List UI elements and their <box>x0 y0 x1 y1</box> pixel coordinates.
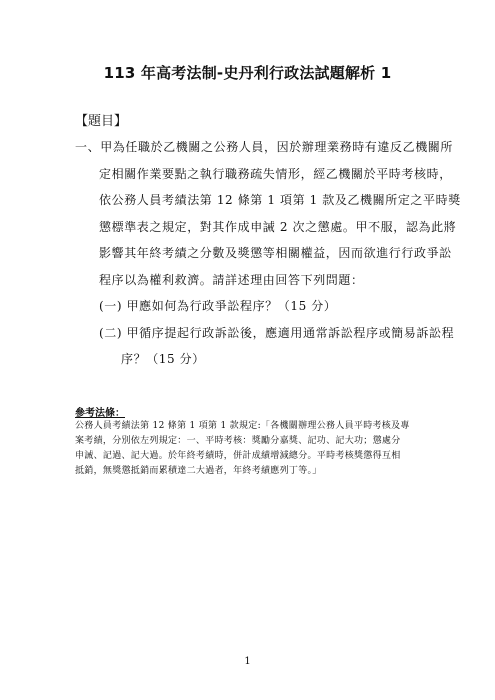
sub-question-1: (一) 甲應如何為行政爭訟程序？（15 分） <box>99 299 337 313</box>
reference-text-block <box>75 419 435 479</box>
reference-line: 案考績，分別依左列規定：一、平時考核：獎勵分嘉獎、記功、記大功；懲處分 <box>75 436 401 446</box>
question-line: 依公務人員考績法第 12 條第 1 項第 1 款及乙機關所定之平時獎 <box>99 193 461 207</box>
sub-question-2-continued: 序？（15 分） <box>121 352 205 366</box>
question-line: 影響其年終考績之分數及獎懲等相關權益，因而欲進行行政爭訟 <box>99 246 452 260</box>
sub-question-2: (二) 甲循序提起行政訴訟後，應適用通常訴訟程序或簡易訴訟程 <box>99 325 455 340</box>
question-line: 一、甲為任職於乙機關之公務人員，因於辦理業務時有違反乙機關所 <box>75 140 454 154</box>
question-block <box>75 134 461 373</box>
reference-label: 參考法條： <box>75 408 125 419</box>
question-line: 懲標準表之規定，對其作成申誡 2 次之懲處。甲不服，認為此將 <box>99 219 457 234</box>
page-number: 1 <box>244 656 251 667</box>
reference-line: 申誡、記過、記大過。於年終考績時，併計成績增減總分。平時考核獎懲得互相 <box>75 451 401 461</box>
reference-line: 公務人員考績法第 12 條第 1 項第 1 款規定:「各機關辦理公務人員平時考核及專 <box>75 421 410 431</box>
reference-line: 抵銷，無獎懲抵銷而累積達二大過者，年終考績應列丁等。」 <box>75 466 322 476</box>
question-line: 程序以為權利救濟。請詳述理由回答下列問題： <box>99 272 364 287</box>
question-line: 定相關作業要點之執行職務疏失情形，經乙機關於平時考核時， <box>99 166 452 181</box>
page-title: 113 年高考法制-史丹利行政法試題解析 1 <box>103 64 392 82</box>
section-label-question: 【題目】 <box>75 114 128 129</box>
